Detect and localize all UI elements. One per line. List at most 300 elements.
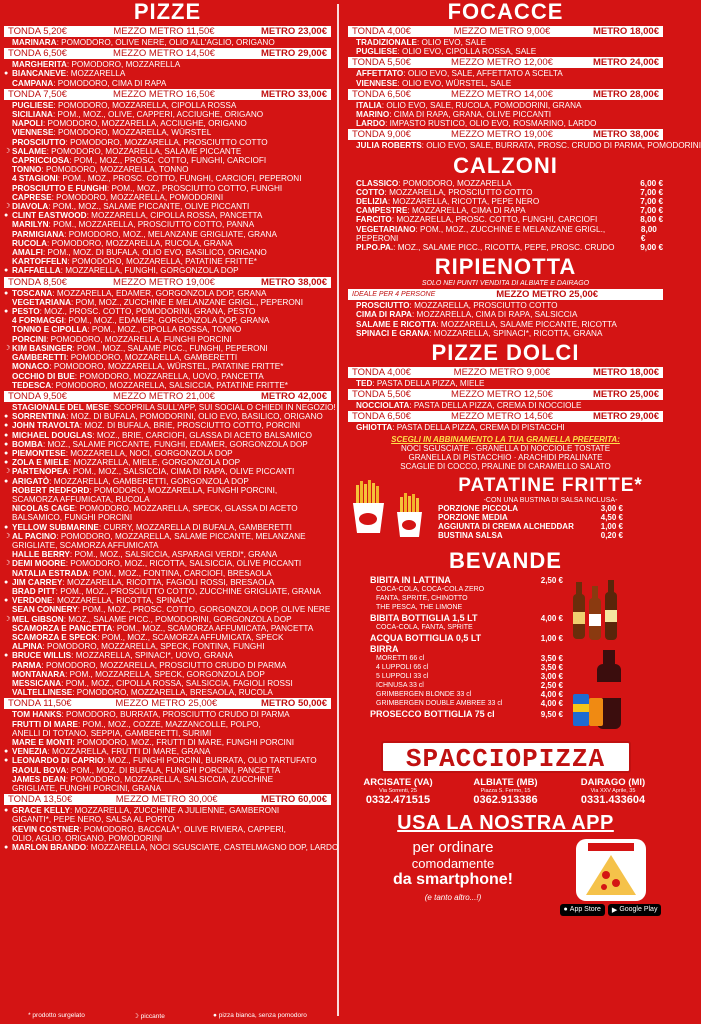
- item-ingredients: : MOZ., SALAME PICC., POMODORINI, GORGONZOLA DOP: [63, 614, 292, 624]
- item-ingredients: : POMODORO, MOZZARELLA, SALAME PICCANTE: [46, 146, 242, 156]
- menu-item: [4, 532, 331, 541]
- bevanda-label: ICHNUSA 33 cl: [376, 681, 424, 689]
- item-ingredients: : POM., MOZ., COZZE, MAZZANCOLLE, POLPO,: [77, 719, 261, 729]
- item-name: MONACO: [12, 362, 50, 372]
- item-ingredients: : MOZ. DI BUFALA, POMODORINI, OLIO EVO, BASILICO, ORIGANO: [66, 412, 323, 422]
- item-name: VIENNESE: [12, 128, 54, 138]
- patatine-label: PORZIONE PICCOLA: [438, 503, 519, 513]
- item-ingredients: : MOZ., SALAME PICCANTE, FUNGHI, EDAMER, GORGONZOLA DOP: [42, 439, 308, 449]
- bevanda-price: 4,00 €: [540, 698, 563, 708]
- bevanda-label: BIBITA IN LATTINA: [370, 574, 451, 585]
- item-name: VALTELLINESE: [12, 688, 73, 698]
- item-ingredients: : OLIO EVO, SALE, AFFETTATO A SCELTA: [403, 69, 563, 79]
- item-ingredients: : POM., MOZ., PROSCIUTTO COTTO, FUNGHI: [106, 183, 283, 193]
- price-metro: METRO 42,00€: [260, 390, 327, 402]
- patatine-row: [438, 531, 663, 540]
- item-name: MICHAEL DOUGLAS: [12, 430, 93, 440]
- item-name: VERDONE: [12, 596, 53, 606]
- item-ingredients: : POMODORO, BURRATA, PROSCIUTTO CRUDO DI PARMA: [61, 710, 290, 720]
- item-ingredients: : POM., MOZ., SALAME PICCANTE, OLIVE PICCANTI: [48, 202, 250, 212]
- item-name: JIM CARREY: [12, 577, 63, 587]
- item-ingredients: : PASTA DELLA PIZZA, CREMA DI PISTACCHI: [392, 423, 565, 433]
- menu-item: [4, 412, 331, 421]
- menu-item: [4, 587, 331, 596]
- menu-item: [4, 138, 331, 147]
- bevanda-row: [370, 663, 563, 672]
- price-tonda: TONDA 5,50€: [352, 57, 411, 69]
- price-bar: [4, 26, 331, 37]
- menu-item: [4, 661, 331, 670]
- price-tonda: TONDA 9,50€: [8, 390, 67, 402]
- item-name: NAPOLI: [12, 119, 43, 129]
- item-ingredients: : POM., MOZ., CIPOLLA ROSSA, TONNO: [87, 325, 242, 335]
- bevanda-price: 1,00 €: [540, 633, 563, 643]
- item-ingredients: : POMODORO, CIMA DI RAPA: [53, 78, 167, 88]
- item-name: PI.PO.PA.: [356, 243, 394, 253]
- menu-item: [4, 298, 331, 307]
- patatine-price: 3,00 €: [600, 503, 623, 513]
- patatine-rows: [438, 504, 663, 540]
- item-ingredients: : POMODORO, MOZZARELLA, SALSICCIA, ZUCCHINE: [65, 774, 274, 784]
- drinks-image: [563, 574, 663, 739]
- item-ingredients: : MOZ. DI BUFALA, BRIE, PROSCIUTTO COTTO, PORCINI: [79, 421, 301, 431]
- item-name: SALAME: [12, 146, 47, 156]
- bevanda-label: THE PESCA, THE LIMONE: [376, 603, 463, 611]
- app-title: USA LA NOSTRA APP: [397, 811, 614, 834]
- item-ingredients: : POMODORO, MOZZARELLA, SPECK, FONTINA, FUNGHI: [42, 642, 265, 652]
- item-marker-icon: ●: [4, 413, 9, 421]
- item-ingredients: : POMODORO, MOZZARELLA, GAMBERETTI: [66, 353, 238, 363]
- item-name: MARGHERITA: [12, 60, 67, 70]
- menu-item: [4, 747, 331, 756]
- item-name: TEDESCA: [12, 380, 52, 390]
- price-bar: [348, 26, 663, 37]
- menu-item: [4, 362, 331, 371]
- item-ingredients: : POMODORO, MOZZARELLA, FUNGHI PORCINI: [46, 334, 232, 344]
- patatine-row: [438, 513, 663, 522]
- price-tonda: TONDA 13,50€: [8, 794, 73, 806]
- price-metro: METRO 60,00€: [261, 794, 327, 806]
- patatine-label: AGGIUNTA DI CREMA ALCHEDDAR: [438, 521, 574, 531]
- item-ingredients: : MOZZARELLA, GAMBERETTI, GORGONZOLA DOP: [49, 476, 249, 486]
- legend-frozen: * prodotto surgelato: [28, 1012, 85, 1019]
- item-name: PARTENOPEA: [12, 467, 69, 477]
- price-mezzo: MEZZO METRO 25,00€: [115, 698, 218, 710]
- item-ingredients: : POMODORO, BACCALÀ*, OLIVE RIVIERA, CAPPERI,: [79, 824, 286, 834]
- menu-item: [4, 569, 331, 578]
- item-name: CLINT EASTWOOD: [12, 211, 87, 221]
- price-bar: [348, 89, 663, 100]
- price-tonda: TONDA 4,00€: [352, 26, 411, 37]
- column-divider: [337, 4, 339, 1016]
- app-store-button[interactable]: [560, 904, 605, 916]
- item-marker-icon: ☽: [4, 344, 11, 352]
- price-mezzo: MEZZO METRO 12,00€: [451, 57, 553, 69]
- menu-item: [4, 440, 331, 449]
- price-bar: [348, 389, 663, 400]
- item-name: NICOLAS CAGE: [12, 504, 75, 514]
- item-ingredients: GRIGLIATE, SCAMORZA AFFUMICATA: [12, 540, 159, 550]
- menu-item: [4, 248, 331, 257]
- brand-logo: SPACCIOPIZZA: [381, 741, 631, 773]
- bevanda-price: 3,00 €: [540, 671, 563, 681]
- calzone-item: [348, 215, 663, 224]
- menu-item: [348, 401, 663, 410]
- menu-item: [4, 815, 331, 824]
- pizze-column: [4, 0, 339, 853]
- price-metro: METRO 24,00€: [592, 57, 659, 69]
- menu-item: [4, 381, 331, 390]
- item-ingredients: : MOZZARELLA, FRUTTI DI MARE, GRANA: [47, 747, 211, 757]
- item-marker-icon: ●: [4, 308, 9, 316]
- menu-item: [4, 642, 331, 651]
- bevanda-price: [516, 645, 563, 654]
- price-bar: [4, 89, 331, 100]
- item-ingredients: : MOZZARELLA, SPINACI*, UOVO, GRANA: [71, 651, 234, 661]
- menu-item: [4, 633, 331, 642]
- item-marker-icon: ●: [4, 440, 9, 448]
- price-tonda: TONDA 6,50€: [352, 88, 411, 100]
- item-name: CAPRICCIOSA: [12, 156, 70, 166]
- menu-item: [4, 344, 331, 353]
- item-ingredients: : POMODORO, MOZZARELLA, SALSICCIA, PATATINE FRITTE*: [51, 380, 288, 390]
- item-ingredients: : MOZZARELLA, FUNGHI, GORGONZOLA DOP: [60, 266, 239, 276]
- menu-item: [4, 523, 331, 532]
- bevanda-row: [370, 576, 563, 585]
- pizze-title: PIZZE: [133, 0, 202, 24]
- item-name: MARILYN: [12, 220, 49, 230]
- price-metro: METRO 18,00€: [592, 26, 659, 37]
- menu-item: [4, 513, 331, 522]
- price-mezzo: MEZZO METRO 19,00€: [113, 276, 215, 288]
- menu-item: [348, 119, 663, 128]
- menu-item: [348, 79, 663, 88]
- item-ingredients: BALSAMICO, FUNGHI PORCINI: [12, 513, 133, 523]
- menu-item: [4, 156, 331, 165]
- bevanda-row: [370, 594, 563, 603]
- item-name: ROBERT REDFORD: [12, 485, 90, 495]
- item-name: PROSCIUTTO E FUNGHI: [12, 183, 107, 193]
- item-name: VIENNESE: [356, 78, 398, 88]
- price-tonda: TONDA 5,50€: [352, 389, 411, 401]
- item-ingredients: : CURRY, MOZZARELLA DI BUFALA, GAMBERETTI: [98, 522, 292, 532]
- item-marker-icon: ●: [4, 70, 9, 78]
- bevanda-row: [370, 681, 563, 690]
- price-tonda: TONDA 9,00€: [352, 129, 411, 141]
- item-ingredients: : MOZZARELLA: [66, 69, 126, 79]
- item-name: GRACE KELLY: [12, 806, 70, 816]
- item-ingredients: : POMODORO, MOZZARELLA, WÜRSTEL: [53, 128, 212, 138]
- item-name: PUGLIESE: [356, 47, 398, 57]
- item-name: JULIA ROBERTS: [356, 141, 422, 151]
- item-ingredients: : POM., MOZ. DI BUFALA, OLIO EVO, BASILICO, ORIGANO: [42, 248, 267, 258]
- menu-item: [4, 825, 331, 834]
- item-marker-icon: ☽: [4, 532, 11, 540]
- item-ingredients: : POMODORO, MOZZARELLA, PATATINE FRITTE*: [67, 257, 257, 267]
- shop-albiate: [456, 777, 556, 806]
- item-marker-icon: ☽: [4, 560, 11, 568]
- calzoni-list: [348, 179, 663, 253]
- menu-item: [4, 184, 331, 193]
- item-ingredients: : POMODORO, MOZ., MELANZANE GRIGLIATE, GRANA: [64, 229, 277, 239]
- menu-item: [4, 495, 331, 504]
- shop-arcisate: [348, 777, 448, 806]
- item-name: SPINACI E GRANA: [356, 328, 430, 338]
- patatine-section: [348, 475, 663, 545]
- price-mezzo: MEZZO METRO 14,50€: [451, 411, 553, 423]
- item-name: BOMBA: [12, 439, 43, 449]
- patatine-label: BUSTINA SALSA: [438, 530, 503, 540]
- price-tonda: TONDA 11,50€: [8, 698, 72, 710]
- bevanda-label: GRIMBERGEN BLONDE 33 cl: [376, 690, 472, 698]
- menu-item: [4, 541, 331, 550]
- menu-item: [4, 202, 331, 211]
- bevanda-price: [516, 594, 563, 603]
- item-ingredients: : POM., MOZ., SALAME PICC., FUNGHI, PEPERONI: [72, 343, 268, 353]
- item-ingredients: : POM., MOZ., SALSICCIA, ASPARAGI VERDI*, GRANA: [69, 550, 278, 560]
- menu-item: [4, 110, 331, 119]
- item-ingredients: : MOZ., FUNGHI PORCINI, BURRATA, OLIO TARTUFATO: [103, 756, 317, 766]
- menu-item: [4, 624, 331, 633]
- menu-item: [4, 688, 331, 697]
- google-play-button[interactable]: [608, 904, 662, 916]
- item-ingredients: : POM., MOZ. DI BUFALA, FUNGHI PORCINI, PANCETTA: [66, 765, 281, 775]
- menu-item: [4, 679, 331, 688]
- ripienotta-pricebar: [348, 289, 663, 300]
- price-mezzo: MEZZO METRO 9,00€: [453, 367, 551, 379]
- price-mezzo: MEZZO METRO 12,50€: [451, 389, 553, 401]
- item-ingredients: : POMODORO, MOZZARELLA, UOVO, PANCETTA: [74, 371, 264, 381]
- item-name: ARIGATÒ: [12, 476, 50, 486]
- bevanda-label: COCA-COLA, FANTA, SPRITE: [376, 623, 473, 631]
- price-bar: [348, 411, 663, 422]
- price-mezzo: MEZZO METRO 19,00€: [451, 129, 553, 141]
- item-ingredients: : POMODORO, MOZZARELLA, WÜRSTEL, PATATINE FRITTE*: [49, 362, 284, 372]
- legend: [4, 1012, 331, 1020]
- price-tonda: TONDA 5,20€: [8, 26, 67, 37]
- patatine-price: 4,50 €: [600, 512, 623, 522]
- item-name: VEGETARIANO: [356, 224, 416, 234]
- item-ingredients: : POM., MOZ., OLIVE, CAPPERI, ACCIUGHE, ORIGANO: [52, 110, 264, 120]
- granella-line: SCAGLIE DI COCCO, PRALINE DI CARAMELLO SALATO: [400, 461, 611, 471]
- item-marker-icon: ●: [4, 477, 9, 485]
- item-name: 4 FORMAGGI: [12, 316, 64, 326]
- item-ingredients: : MOZZARELLA, CIPOLLA ROSSA, PANCETTA: [86, 211, 263, 221]
- item-ingredients: : POM., MOZ., EDAMER, GORGONZOLA DOP, GRANA: [63, 316, 270, 326]
- item-name: LARDO: [356, 119, 386, 129]
- item-ingredients: : POM., MOZ., PROSC. COTTO, FUNGHI, CARCIOFI, PEPERONI: [57, 174, 302, 184]
- item-ingredients: : OLIO EVO, SALE, BURRATA, PROSC. CRUDO DI PARMA, POMODORINI: [421, 141, 701, 151]
- menu-item: [4, 756, 331, 765]
- item-price: 8,00 €: [640, 224, 657, 243]
- item-marker-icon: ●: [4, 459, 9, 467]
- app-line3: da smartphone!: [392, 870, 513, 888]
- shop-dairago: [563, 777, 663, 806]
- menu-item: [4, 289, 331, 298]
- price-bar: [348, 367, 663, 378]
- item-ingredients: : POM., MOZ., SCAMORZA AFFUMICATA, PANCETTA: [112, 623, 314, 633]
- ripienotta-item: [348, 320, 663, 329]
- bevanda-label: COCA-COLA, COCA-COLA ZERO: [376, 585, 485, 593]
- legend-white: ● pizza bianca, senza pomodoro: [213, 1012, 307, 1019]
- menu-item: [4, 128, 331, 137]
- menu-item: [4, 550, 331, 559]
- menu-item: [4, 69, 331, 78]
- menu-item: [4, 421, 331, 430]
- item-ingredients: : POM., MOZ., FONTINA, CARCIOFI, BRESAOLA: [88, 568, 272, 578]
- item-ingredients: : MOZZARELLA, NOCI, GORGONZOLA DOP: [65, 448, 233, 458]
- shop-city: ALBIATE (MB): [473, 776, 538, 788]
- menu-item: [4, 325, 331, 334]
- item-name: TED: [356, 379, 373, 389]
- item-name: RAOUL BOVA: [12, 765, 67, 775]
- item-ingredients: : MOZZARELLA, ZUCCHINE A JULIENNE, GAMBERONI: [69, 806, 280, 816]
- item-ingredients: : POMODORO, MOZZARELLA: [398, 178, 512, 188]
- menu-item: [4, 605, 331, 614]
- price-bar: [4, 698, 331, 709]
- item-name: STAGIONALE DEL MESE: [12, 402, 110, 412]
- menu-item: [348, 47, 663, 56]
- ripienotta-item: [348, 329, 663, 338]
- item-ingredients: : POMODORO, MOZZARELLA, PROSCIUTTO COTTO: [65, 137, 268, 147]
- menu-item: [4, 651, 331, 660]
- item-name: CAMPANA: [12, 78, 54, 88]
- menu-item: [4, 174, 331, 183]
- item-name: BIANCANEVE: [12, 69, 67, 79]
- shop-phone[interactable]: 0362.913386: [473, 793, 538, 806]
- ripienotta-list: [348, 301, 663, 338]
- shop-city: ARCISATE (VA): [363, 776, 433, 788]
- shop-phone[interactable]: 0331.433604: [580, 793, 646, 806]
- item-name: AL PACINO: [12, 531, 57, 541]
- item-ingredients: : OLIO EVO, WÜRSTEL, SALE: [397, 78, 512, 88]
- item-name: PESTO: [12, 307, 40, 317]
- item-name: VEGETARIANA: [12, 297, 71, 307]
- item-ingredients: : PASTA DELLA PIZZA, CREMA DI NOCCIOLE: [409, 401, 582, 411]
- menu-item: [4, 486, 331, 495]
- bevanda-price: 4,00 €: [540, 613, 563, 623]
- item-name: YELLOW SUBMARINE: [12, 522, 99, 532]
- price-mezzo: MEZZO METRO 14,50€: [113, 48, 215, 60]
- menu-item: [4, 266, 331, 275]
- bevanda-price: [516, 585, 563, 594]
- item-name: MARLON BRANDO: [12, 843, 87, 853]
- item-name: SORRENTINA: [12, 412, 67, 422]
- focacce-title: FOCACCE: [447, 0, 564, 24]
- menu-item: [348, 423, 663, 432]
- ripienotta-title: RIPIENOTTA: [434, 254, 577, 280]
- bevanda-row: [370, 614, 563, 623]
- item-ingredients: : POMODORO, MOZZARELLA, ACCIUGHE, ORIGANO: [42, 119, 247, 129]
- item-name: SALAME E RICOTTA: [356, 319, 437, 329]
- item-ingredients: : OLIO EVO, SALE: [416, 38, 487, 47]
- item-name: AMALFI: [12, 248, 43, 258]
- menu-item: [4, 458, 331, 467]
- item-ingredients: : MOZZARELLA, NOCI SGUSCIATE, CASTELMAGNO DOP, LARDO: [86, 843, 339, 853]
- bevanda-price: [516, 623, 563, 632]
- price-metro: METRO 25,00€: [592, 389, 659, 401]
- menu-item: [4, 775, 331, 784]
- menu-item: [4, 211, 331, 220]
- item-marker-icon: ●: [4, 523, 9, 531]
- item-ingredients: : POMODORO, MOZ., FRUTTI DI MARE, FUNGHI PORCINI: [72, 738, 295, 748]
- item-ingredients: OLIO, AGLIO, ORIGANO, POMODORINI: [12, 833, 163, 843]
- bevanda-label: PROSECCO BOTTIGLIA 75 cl: [370, 708, 495, 719]
- apple-icon: ●: [563, 906, 568, 914]
- menu-item: [4, 335, 331, 344]
- item-name: CLASSICO: [356, 178, 399, 188]
- menu-item: [4, 307, 331, 316]
- item-name: AFFETTATO: [356, 69, 404, 79]
- item-name: MESSICANA: [12, 679, 62, 688]
- item-ingredients: : POM., MOZ., ZUCCHINE E MELANZANE GRIGL., PEPERONI: [356, 224, 606, 243]
- menu-item: [4, 504, 331, 513]
- item-name: GHIOTTA: [356, 423, 393, 433]
- item-ingredients: : POM., MOZZARELLA, SPECK, GORGONZOLA DOP: [65, 669, 265, 679]
- menu-item: [4, 843, 339, 853]
- price-metro: METRO 38,00€: [592, 129, 659, 141]
- item-ingredients: : MOZZARELLA, SPINACI*, RICOTTA, GRANA: [429, 328, 603, 338]
- patatine-row: [438, 504, 663, 513]
- price-mezzo: MEZZO METRO 30,00€: [115, 794, 218, 806]
- item-marker-icon: ●: [4, 212, 9, 220]
- bevanda-row: [370, 645, 563, 654]
- item-marker-icon: ●: [4, 449, 9, 457]
- bevanda-label: FANTA, SPRITE, CHINOTTO: [376, 594, 468, 602]
- price-metro: METRO 23,00€: [261, 26, 327, 37]
- ripienotta-subtitle: SOLO NEI PUNTI VENDITA DI ALBIATE E DAIRAGO: [421, 280, 590, 288]
- price-bar: [4, 48, 331, 59]
- menu-item: [4, 431, 331, 440]
- shop-phone[interactable]: 0332.471515: [365, 793, 431, 806]
- price-bar: [348, 57, 663, 68]
- calzone-item: [348, 179, 663, 188]
- item-ingredients: : POMODORO, MOZZARELLA, FUNGHI PORCINI,: [89, 485, 278, 495]
- bevanda-price: 9,50 €: [540, 709, 563, 719]
- price-metro: METRO 38,00€: [260, 276, 327, 288]
- item-marker-icon: ☽: [4, 468, 11, 476]
- menu-item: [4, 738, 331, 747]
- item-name: FARCITO: [356, 215, 392, 225]
- item-marker-icon: ●: [4, 748, 9, 756]
- item-name: OCCHIO DI BUE: [12, 371, 75, 381]
- item-ingredients: : POMODORO, MOZZARELLA, POMODORINI: [51, 192, 224, 202]
- item-ingredients: : MOZZARELLA, RICOTTA, FAGIOLI ROSSI, BRESAOLA: [62, 577, 275, 587]
- app-icon[interactable]: [576, 839, 646, 901]
- item-name: TOM HANKS: [12, 710, 62, 720]
- menu-item: [348, 38, 663, 47]
- item-name: BRAD PITT: [12, 586, 56, 596]
- fries-image: [348, 475, 438, 545]
- item-marker-icon: ☽: [4, 147, 11, 155]
- menu-item: [4, 372, 331, 381]
- bevanda-row: [370, 654, 563, 663]
- granella-heading: SCEGLI IN ABBINAMENTO LA TUA GRANELLA PREFERITA:: [391, 434, 620, 444]
- item-ingredients: : POM, MOZ., ZUCCHINE E MELANZANE GRIGL., PEPERONI: [70, 297, 303, 307]
- item-name: TONNO E CIPOLLA: [12, 325, 88, 335]
- item-name: VENEZIA: [12, 747, 48, 757]
- item-ingredients: SCAMORZA AFFUMICATA, RUCOLA: [12, 494, 150, 504]
- item-ingredients: : MOZZARELLA, RICOTTA, SPINACI*: [52, 596, 193, 606]
- bevanda-label: GRIMBERGEN DOUBLE AMBREE 33 cl: [376, 699, 503, 707]
- item-ingredients: : POMODORO, MOZZARELLA, PROSCIUTTO CRUDO DI PARMA: [41, 660, 287, 670]
- item-name: ZOLA E MIELE: [12, 458, 70, 468]
- menu-item: [4, 230, 331, 239]
- patatine-row: [438, 522, 663, 531]
- item-name: SCAMORZA E PANCETTA: [12, 623, 113, 633]
- item-name: MEL GIBSON: [12, 614, 64, 624]
- price-tonda: TONDA 6,50€: [8, 48, 67, 60]
